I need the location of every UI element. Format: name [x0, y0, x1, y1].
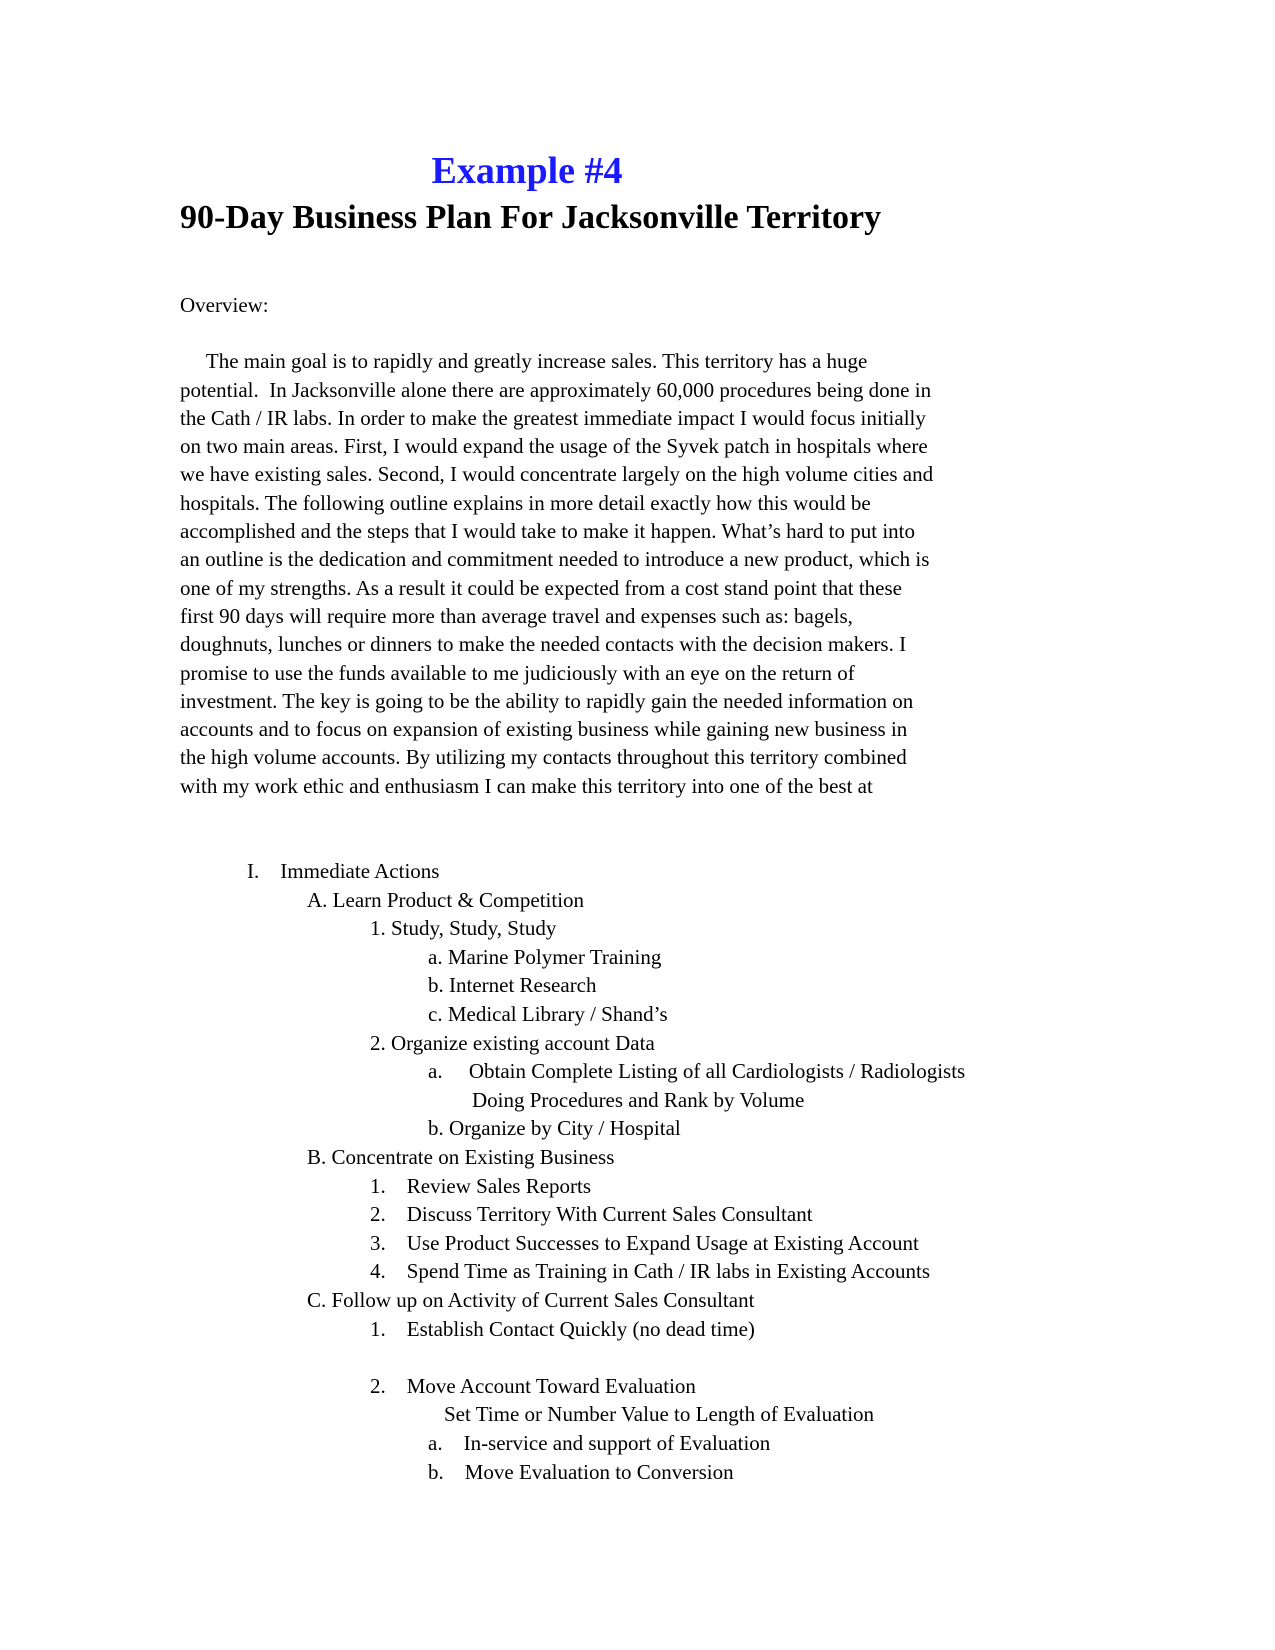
paragraph-line: The main goal is to rapidly and greatly increase sales. This territory has a huge [180, 349, 868, 374]
outline-item: 1. Establish Contact Quickly (no dead time) [370, 1316, 755, 1341]
paragraph-line: the Cath / IR labs. In order to make the greatest immediate impact I would focus initially [180, 405, 926, 430]
paragraph-line: the high volume accounts. By utilizing my contacts throughout this territory combined [180, 745, 907, 770]
paragraph-line: potential. In Jacksonville alone there are approximately 60,000 procedures being done in [180, 377, 932, 402]
outline-item: b. Move Evaluation to Conversion [428, 1459, 734, 1484]
outline-spacer [370, 1343, 1185, 1372]
outline-item: I. Immediate Actions [247, 859, 440, 884]
outline-item: 3. Use Product Successes to Expand Usage at Existing Account [370, 1230, 919, 1255]
paragraph-line: doughnuts, lunches or dinners to make the needed contacts with the decision makers. I [180, 632, 907, 657]
paragraph-line: one of my strengths. As a result it could be expected from a cost stand point that these [180, 575, 902, 600]
outline [180, 857, 1185, 1486]
outline-item: 2. Discuss Territory With Current Sales Consultant [370, 1202, 813, 1227]
outline-item: Set Time or Number Value to Length of Evaluation [444, 1402, 875, 1427]
outline-item: Doing Procedures and Rank by Volume [472, 1087, 805, 1112]
outline-item: b. Internet Research [428, 973, 597, 998]
outline-item: a. In-service and support of Evaluation [428, 1430, 771, 1455]
outline-item: A. Learn Product & Competition [307, 887, 585, 912]
document-heading: 90-Day Business Plan For Jacksonville Territory [180, 199, 882, 236]
paragraph-line: we have existing sales. Second, I would concentrate largely on the high volume cities and [180, 462, 934, 487]
outline-item: C. Follow up on Activity of Current Sales Consultant [307, 1287, 755, 1312]
paragraph-line: accounts and to focus on expansion of existing business while gaining new business in [180, 717, 908, 742]
overview-paragraph [180, 347, 1185, 800]
outline-item: 1. Review Sales Reports [370, 1173, 592, 1198]
outline-item: a. Marine Polymer Training [428, 944, 662, 969]
paragraph-line: with my work ethic and enthusiasm I can make this territory into one of the best at [180, 773, 873, 798]
outline-item: b. Organize by City / Hospital [428, 1116, 681, 1141]
paragraph-line: on two main areas. First, I would expand the usage of the Syvek patch in hospitals where [180, 434, 928, 459]
paragraph-line: promise to use the funds available to me judiciously with an eye on the return of [180, 660, 855, 685]
paragraph-line: an outline is the dedication and commitment needed to introduce a new product, which is [180, 547, 930, 572]
outline-item: 4. Spend Time as Training in Cath / IR labs in Existing Accounts [370, 1259, 931, 1284]
overview-label: Overview: [180, 293, 269, 317]
paragraph-line: investment. The key is going to be the ability to rapidly gain the needed information on [180, 688, 914, 713]
paragraph-line: hospitals. The following outline explains in more detail exactly how this would be [180, 490, 871, 515]
outline-item: a. Obtain Complete Listing of all Cardiologists / Radiologists [428, 1059, 966, 1084]
outline-item: c. Medical Library / Shand’s [428, 1002, 668, 1027]
outline-item: 2. Organize existing account Data [370, 1030, 655, 1055]
paragraph-line: accomplished and the steps that I would take to make it happen. What’s hard to put into [180, 519, 916, 544]
document-title: Example #4 [431, 150, 623, 192]
outline-item: B. Concentrate on Existing Business [307, 1144, 615, 1169]
outline-item: 2. Move Account Toward Evaluation [370, 1373, 696, 1398]
paragraph-line: first 90 days will require more than average travel and expenses such as: bagels, [180, 603, 853, 628]
outline-item: 1. Study, Study, Study [370, 916, 557, 941]
